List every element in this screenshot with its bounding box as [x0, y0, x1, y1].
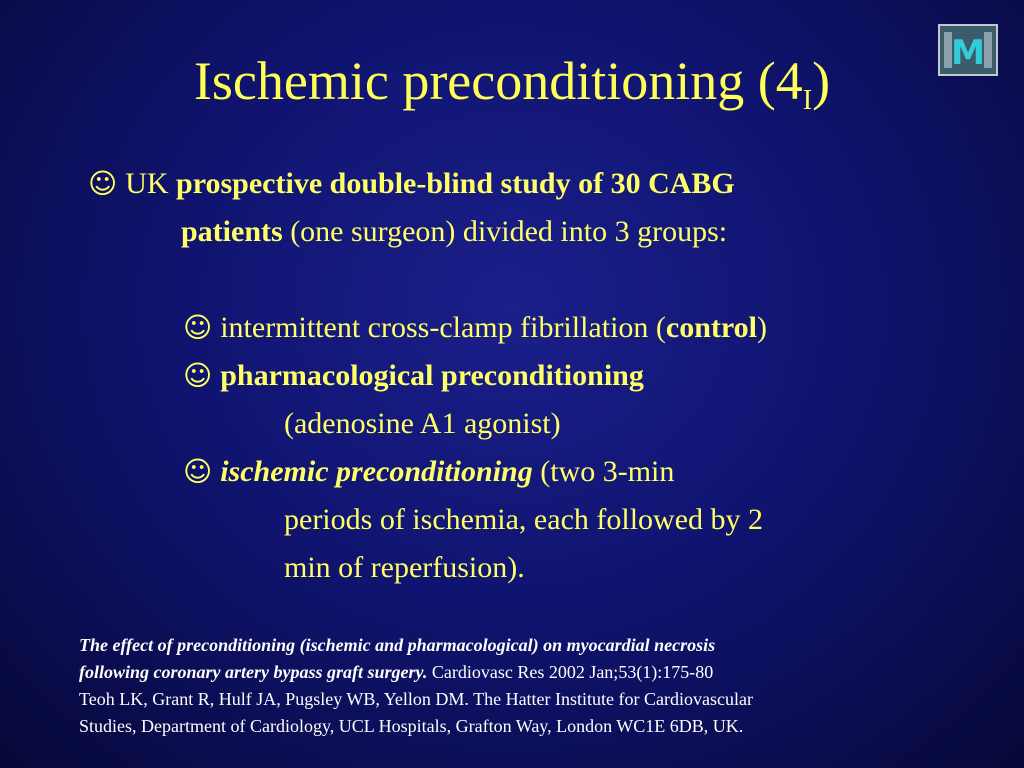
group-pharmacological-line-2: (adenosine A1 agonist): [284, 407, 561, 440]
group-ischemic: [183, 448, 674, 496]
group-control: [183, 304, 767, 352]
logo-letter: M: [951, 33, 985, 73]
reference-authors-line-2: Studies, Department of Cardiology, UCL Hospitals, Grafton Way, London WC1E 6DB, UK.: [79, 716, 744, 736]
institution-logo: [938, 24, 998, 76]
reference-title-line-2-row: [79, 659, 959, 686]
slide-title: [0, 46, 1024, 136]
group-control-bold: control: [665, 311, 758, 344]
intro-rest: (one surgeon) divided into 3 groups:: [290, 215, 728, 248]
group-pharmacological-bold: pharmacological preconditioning: [220, 359, 644, 392]
group-ischemic-bold-italic: ischemic preconditioning: [220, 455, 533, 488]
smiley-bullet-icon: ☺: [183, 311, 213, 344]
title-main: Ischemic preconditioning (4: [193, 51, 803, 111]
reference-authors-line-1: Teoh LK, Grant R, Hulf JA, Pugsley WB, Yellon DM. The Hatter Institute for Cardiovascular: [79, 689, 753, 709]
logo-graphic: [940, 26, 996, 74]
intro-bold-1: prospective double-blind study of 30 CABG: [176, 167, 735, 200]
smiley-bullet-icon: ☺: [183, 359, 213, 392]
group-ischemic-line-2: periods of ischemia, each followed by 2: [284, 503, 764, 536]
intro-line-1: [88, 160, 735, 208]
intro-bold-2: patients: [181, 215, 283, 248]
intro-line-2: [181, 208, 727, 256]
smiley-bullet-icon: ☺: [183, 455, 213, 488]
group-ischemic-text: (two 3-min: [540, 455, 675, 488]
smiley-bullet-icon: ☺: [88, 167, 118, 200]
group-control-end: ): [757, 311, 768, 344]
intro-prefix: UK: [125, 167, 169, 200]
title-subscript: I: [802, 85, 813, 116]
group-control-text: intermittent cross-clamp fibrillation (: [220, 311, 666, 344]
group-pharmacological: [183, 352, 644, 400]
reference-journal: Cardiovasc Res 2002 Jan;53(1):175-80: [431, 662, 714, 682]
reference-block: [79, 632, 959, 740]
group-ischemic-line-3: min of reperfusion).: [284, 551, 525, 584]
reference-title-line-2: following coronary artery bypass graft surgery.: [79, 662, 428, 682]
title-close: ): [812, 51, 831, 111]
reference-title-line-1: The effect of preconditioning (ischemic and pharmacological) on myocardial necrosis: [79, 635, 716, 655]
